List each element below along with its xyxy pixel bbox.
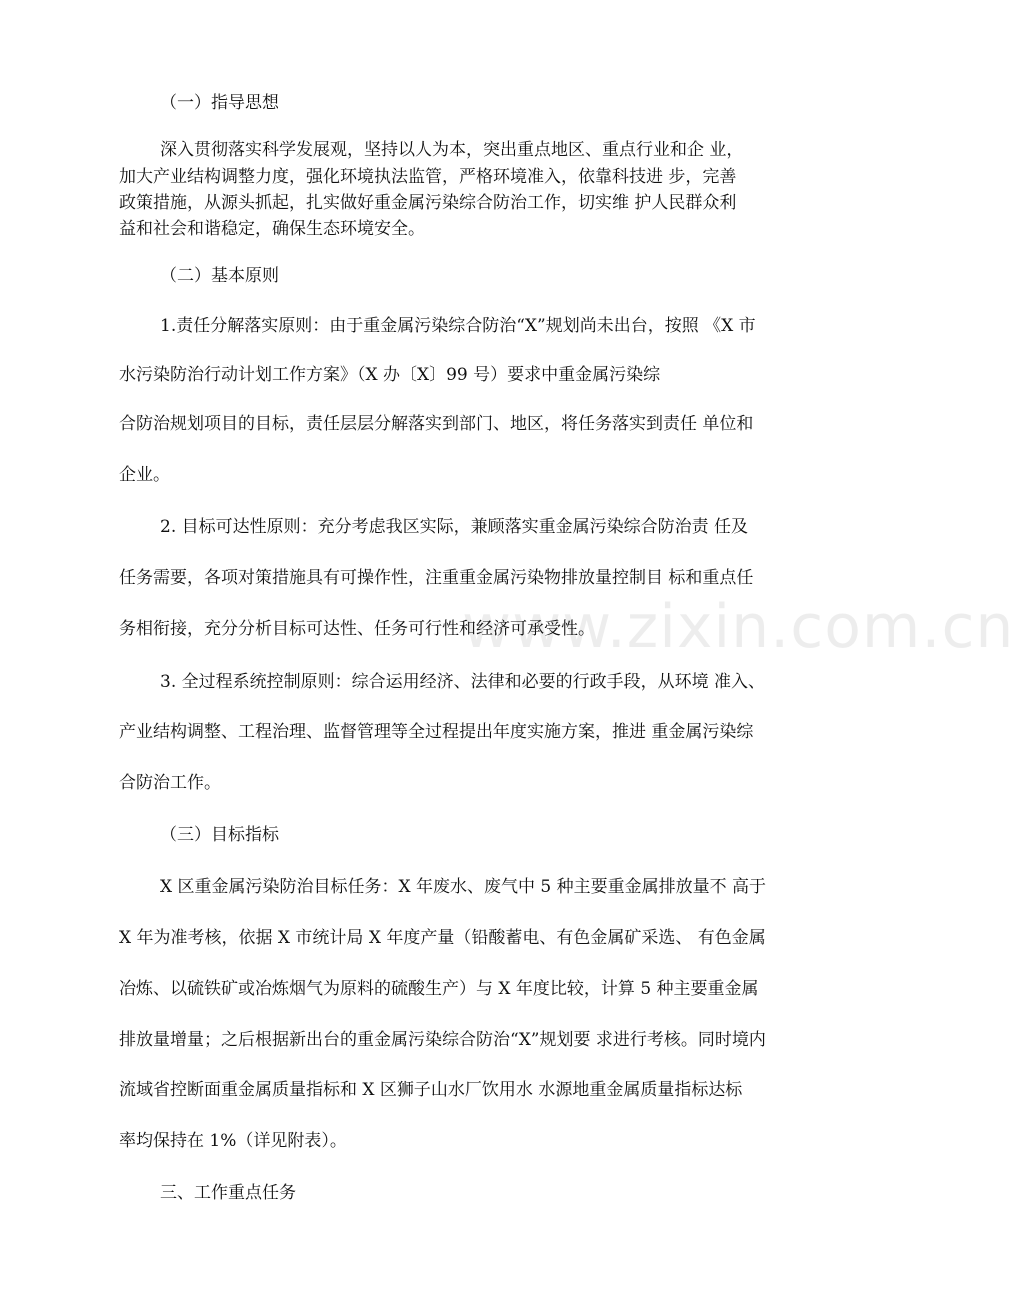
section-heading-principles: （二）基本原则 xyxy=(160,266,279,286)
paragraph-line: 流域省控断面重金属质量指标和 X 区狮子山水厂饮用水 水源地重金属质量指标达标 xyxy=(119,1080,743,1100)
section-heading-targets: （三）目标指标 xyxy=(160,825,279,845)
watermark-text: www.zixin.com.cn xyxy=(462,592,1014,662)
section-heading-guiding: （一）指导思想 xyxy=(160,93,279,113)
paragraph-line: 任务需要，各项对策措施具有可操作性，注重重金属污染物排放量控制目 标和重点任 xyxy=(119,568,754,588)
paragraph-line: 合防治规划项目的目标，责任层层分解落实到部门、地区，将任务落实到责任 单位和 xyxy=(119,414,754,434)
paragraph-line: 产业结构调整、工程治理、监督管理等全过程提出年度实施方案，推进 重金属污染综 xyxy=(119,722,754,742)
paragraph-line: 企业。 xyxy=(119,465,170,485)
paragraph-line: 排放量增量；之后根据新出台的重金属污染综合防治“X”规划要 求进行考核。同时境内 xyxy=(119,1030,766,1050)
section-heading-key-tasks: 三、工作重点任务 xyxy=(160,1183,296,1203)
paragraph-line: 加大产业结构调整力度，强化环境执法监管，严格环境准入，依靠科技进 步，完善 xyxy=(119,167,737,187)
paragraph-line: 冶炼、以硫铁矿或冶炼烟气为原料的硫酸生产）与 X 年度比较，计算 5 种主要重金属 xyxy=(119,979,759,999)
paragraph-line: 水污染防治行动计划工作方案》（X 办〔X〕99 号）要求中重金属污染综 xyxy=(119,365,661,385)
paragraph-line: 益和社会和谐稳定，确保生态环境安全。 xyxy=(119,219,425,239)
paragraph-line: 深入贯彻落实科学发展观，坚持以人为本，突出重点地区、重点行业和企 业， xyxy=(160,140,744,160)
paragraph-line: 3. 全过程系统控制原则：综合运用经济、法律和必要的行政手段，从环境 准入、 xyxy=(160,672,766,692)
paragraph-line: 政策措施，从源头抓起，扎实做好重金属污染综合防治工作，切实维 护人民群众利 xyxy=(119,193,737,213)
paragraph-line: 率均保持在 1%（详见附表）。 xyxy=(119,1131,347,1151)
paragraph-line: 1.责任分解落实原则：由于重金属污染综合防治“X”规划尚未出台，按照 《X 市 xyxy=(160,316,756,336)
paragraph-line: 合防治工作。 xyxy=(119,773,221,793)
paragraph-line: 2. 目标可达性原则：充分考虑我区实际，兼顾落实重金属污染综合防治责 任及 xyxy=(160,517,749,537)
paragraph-line: X 年为准考核，依据 X 市统计局 X 年度产量（铅酸蓄电、有色金属矿采选、 有色金属 xyxy=(119,928,766,948)
paragraph-line: X 区重金属污染防治目标任务：X 年废水、废气中 5 种主要重金属排放量不 高于 xyxy=(160,877,767,897)
paragraph-line: 务相衔接，充分分析目标可达性、任务可行性和经济可承受性。 xyxy=(119,619,595,639)
